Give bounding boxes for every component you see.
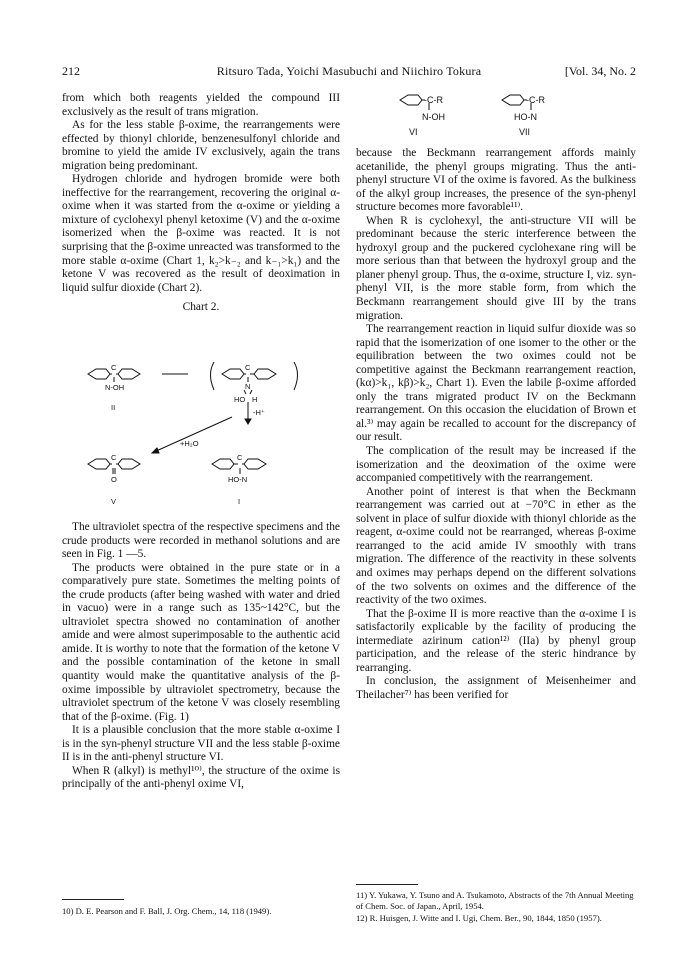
right-paragraph-5: Another point of interest is that when the Beckmann rearrangement was carried out at −70°C in ether as the solvent in place of sulfur dioxide with thionyl chloride as the reagent, α-oxime could not be rearranged, whereas β-oxime rearranged to the acid amide IV smoothly with trans migration. The difference of the reactivity in these solvents and oximes may perhaps depend on the different solvations of the two solvents on oximes and the difference of the reactivity of the two oximes. — [356, 485, 636, 607]
label-VII: VII — [519, 127, 531, 137]
scheme-hon-i: HO-N — [228, 475, 248, 484]
structures-VI-VII — [356, 90, 636, 142]
scheme-noh-ii: N-OH — [105, 383, 125, 392]
scheme-c-ii: C — [111, 363, 117, 372]
right-paragraph-1: because the Beckmann rearrangement affords mainly acetanilide, the phenyl groups migrating. Thus the anti-phenyl structure VI of the oxime is favored. As the bulkiness of the alkyl group increases, the presence of the syn-phenyl structure becomes more favorable¹¹⁾. — [356, 147, 636, 214]
left-column-lower — [62, 521, 340, 792]
running-title-authors: Ritsuro Tada, Yoichi Masubuchi and Niichiro Tokura — [216, 64, 482, 78]
scheme-h-iia: H — [252, 395, 258, 404]
footnotes-right — [356, 890, 636, 924]
right-paragraph-2: When R is cyclohexyl, the anti-structure VII will be predominant because the steric interference between the hydroxyl group and the puckered cyclohexane ring will be more serious than that between the hydroxyl group and the planer phenyl group. Thus, the α-oxime, structure I, viz. syn-phenyl VII, is the more stable form, from which the Beckmann rearrangement should give III by the trans migration. — [356, 214, 636, 322]
label-VI: VI — [409, 127, 418, 137]
running-header — [62, 64, 636, 80]
right-paragraph-4: The complication of the result may be increased if the isomerization and the deoximation of the oxime were accompanied competitively with the rearrangement. — [356, 445, 636, 485]
left-column — [62, 92, 340, 319]
scheme-ho-iia: HO — [234, 395, 246, 404]
scheme-minus-h: -H⁺ — [253, 408, 265, 417]
right-paragraph-3: The rearrangement reaction in liquid sulfur dioxide was so rapid that the isomerization of one isomer to the other or the equilibration between the two oximes could not be competitive against the Beckmann rearrangement reaction, (kα)>k₁, kβ)>k₂, Chart 1). Even the labile β-oxime afforded only the trans migrated product IV on the Beckmann rearrangement. On this occasion the elucidation of Brown et al.³⁾ may again be recalled to account for the discrepancy of our result. — [356, 323, 636, 444]
left-paragraph-4: The ultraviolet spectra of the respective specimens and the crude products were recorded in methanol solutions and are seen in Fig. 1 —5. — [62, 521, 340, 561]
right-column — [356, 147, 636, 702]
right-paragraph-7: In conclusion, the assignment of Meisenheimer and Theilacher⁷⁾ has been verified for — [356, 675, 636, 701]
struct-vii-hon: HO-N — [514, 112, 537, 122]
scheme-n-iia: N — [245, 382, 251, 391]
label-V: V — [111, 497, 117, 506]
struct-vi-noh: N-OH — [422, 112, 445, 122]
footnote-rule-left — [62, 899, 124, 900]
struct-vi-cr: -C-R — [424, 95, 443, 105]
footnotes-left — [62, 906, 340, 918]
intermediate-IIa-structure — [211, 362, 298, 394]
scheme-o-v: O — [111, 475, 117, 484]
label-II: II — [111, 403, 116, 412]
chart-2-scheme — [62, 362, 340, 512]
scheme-plus-h2o: +H₂O — [180, 439, 199, 448]
footnote-10: 10) D. E. Pearson and F. Ball, J. Org. Chem., 14, 118 (1949). — [62, 906, 272, 916]
left-paragraph-7: When R (alkyl) is methyl¹⁰⁾, the structure of the oxime is principally of the anti-phenyl oxime VI, — [62, 764, 340, 791]
chart-2-label: Chart 2. — [182, 301, 220, 314]
left-paragraph-5: The products were obtained in the pure state or in a comparatively pure state. Sometimes the melting points of the crude products (after being washed with water and dried in vacuo) were in a range such as 135~142°C, but the ultraviolet spectra showed no contamination of another amide and were almost superimposable to the authentic acid amide. It is worthy to note that the formation of the ketone V and the possible contamination of the ketone in small quantity would make the quantitative analysis of the β-oxime impossible by ultraviolet spectrometry, because the ultraviolet spectrum of the ketone V was closely resembling that of the β-oxime. (Fig. 1) — [62, 561, 340, 723]
footnote-rule-right — [356, 884, 418, 885]
volume-info: [Vol. 34, No. 2 — [564, 64, 636, 78]
label-I: I — [238, 497, 241, 506]
left-paragraph-3: Hydrogen chloride and hydrogen bromide were both ineffective for the rearrangement, recovering the original α-oxime when it was started from the α-oxime or yielding a mixture of cyclohexyl phenyl ketoxime (V) and the α-oxime isomerized when the β-oxime was reacted. It is not surprising that the β-oxime unreacted was transformed to the more stable α-oxime (Chart 1, k₂>k₋₂ and k₋₁>k₁) and the ketone V was recovered as the result of deoximation in liquid sulfur dioxide (Chart 2). — [62, 173, 340, 294]
scheme-c-i: C — [237, 453, 243, 462]
right-paragraph-6: That the β-oxime II is more reactive than the α-oxime I is satisfactorily explicable by the facility of producing the intermediate azirinum cation¹²⁾ (IIa) by phenyl group participation, and the release of the steric hindrance by rearranging. — [356, 607, 636, 674]
footnote-12: 12) R. Huisgen, J. Witte and I. Ugi, Chem. Ber., 90, 1844, 1850 (1957). — [356, 912, 602, 923]
scheme-c-iia: C — [245, 363, 251, 372]
left-paragraph-2: As for the less stable β-oxime, the rearrangements were effected by thionyl chloride, benzenesulfonyl chloride and bromine to yield the amide IV exclusively, again the trans migration being predominant. — [62, 119, 340, 172]
page-number: 212 — [62, 64, 80, 78]
scheme-c-v: C — [111, 453, 117, 462]
left-paragraph-6: It is a plausible conclusion that the more stable α-oxime I is in the syn-phenyl structure VII and the less stable β-oxime II is in the anti-phenyl structure VI. — [62, 724, 340, 764]
footnote-11: 11) Y. Yukawa, Y. Tsuno and A. Tsukamoto, Abstracts of the 7th Annual Meeting of Chem. Soc. of Japan., April, 1954. — [356, 890, 634, 911]
left-paragraph-1: from which both reagents yielded the compound III exclusively as the result of trans migration. — [62, 92, 340, 118]
struct-vii-cr: -C-R — [526, 95, 545, 105]
